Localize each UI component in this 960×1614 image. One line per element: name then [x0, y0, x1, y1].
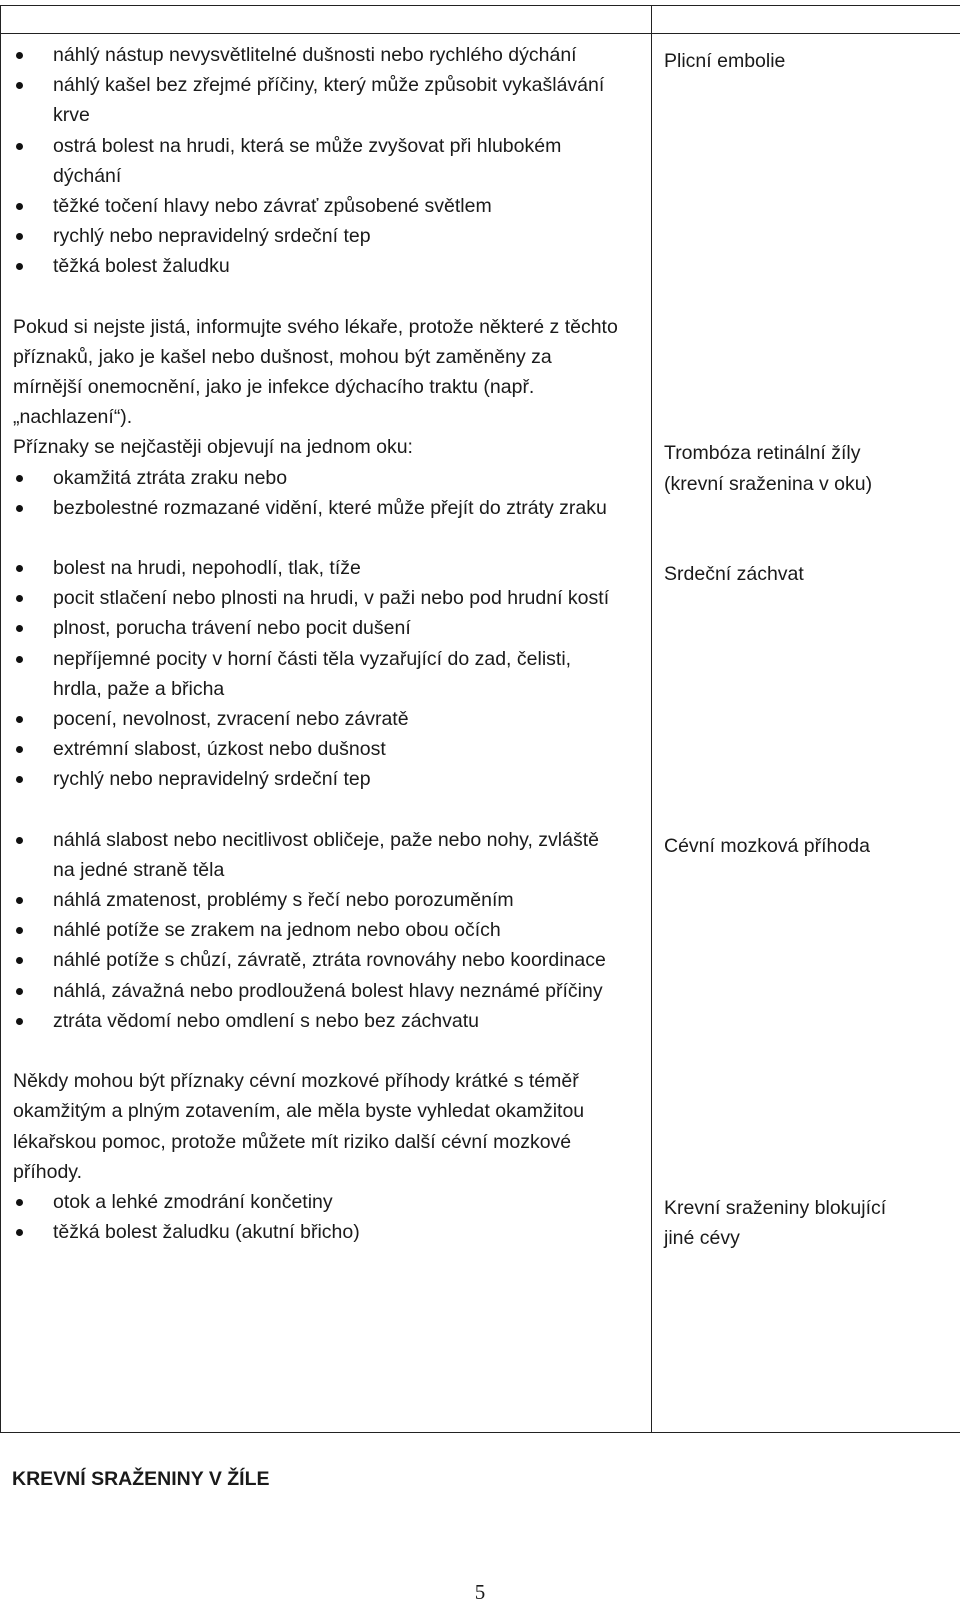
symptom-list-item: plnost, porucha trávení nebo pocit dušení: [13, 613, 651, 643]
symptom-list: [13, 1187, 651, 1247]
symptom-list-item: okamžitá ztráta zraku nebo: [13, 463, 651, 493]
symptom-list-item: pocit stlačení nebo plnosti na hrudi, v paži nebo pod hrudní kostí: [13, 583, 651, 613]
conditions-cell: [652, 34, 960, 1433]
symptom-list-item: náhlé potíže se zrakem na jednom nebo obou očích: [13, 915, 651, 945]
symptom-list-item: ztráta vědomí nebo omdlení s nebo bez záchvatu: [13, 1006, 651, 1036]
symptom-list-item: extrémní slabost, úzkost nebo dušnost: [13, 734, 651, 764]
symptom-list-item: rychlý nebo nepravidelný srdeční tep: [13, 764, 651, 794]
symptom-paragraph: Příznaky se nejčastěji objevují na jednom oku:: [13, 436, 413, 459]
symptoms-cell: [1, 34, 652, 1433]
condition-label: Cévní mozková příhoda: [664, 834, 870, 857]
symptom-list-item: bezbolestné rozmazané vidění, které může přejít do ztráty zraku: [13, 493, 651, 523]
symptom-list: [13, 553, 651, 795]
symptom-list-item: těžká bolest žaludku (akutní břicho): [13, 1217, 651, 1247]
symptom-list-item: náhlá zmatenost, problémy s řečí nebo porozuměním: [13, 885, 651, 915]
table-header-row: [1, 6, 960, 34]
section-heading: KREVNÍ SRAŽENINY V ŽÍLE: [12, 1468, 270, 1490]
spacer: [13, 523, 651, 553]
condition-label: Srdeční záchvat: [664, 563, 804, 586]
symptom-list-item: náhlé potíže s chůzí, závratě, ztráta rovnováhy nebo koordinace: [13, 945, 651, 975]
symptom-list-item: bolest na hrudi, nepohodlí, tlak, tíže: [13, 553, 651, 583]
symptom-list-item: ostrá bolest na hrudi, která se může zvyšovat při hlubokém dýchání: [13, 131, 651, 191]
symptom-list-item: těžká bolest žaludku: [13, 251, 651, 281]
symptom-list-item: těžké točení hlavy nebo závrať způsobené světlem: [13, 191, 651, 221]
symptom-list-item: pocení, nevolnost, zvracení nebo závratě: [13, 704, 651, 734]
condition-label: Trombóza retinální žíly (krevní sraženina v oku): [664, 442, 873, 495]
table-body-row: [1, 34, 960, 1433]
symptom-list-item: nepříjemné pocity v horní části těla vyzařující do zad, čelisti, hrdla, paže a břicha: [13, 644, 651, 704]
symptom-list: [13, 463, 651, 523]
symptom-list-item: náhlá slabost nebo necitlivost obličeje, paže nebo nohy, zvláště na jedné straně těla: [13, 825, 651, 885]
symptom-list-item: rychlý nebo nepravidelný srdeční tep: [13, 221, 651, 251]
symptom-list: [13, 40, 651, 282]
condition-label: Plicní embolie: [664, 50, 786, 72]
spacer: [13, 1036, 651, 1066]
symptom-list: [13, 825, 651, 1036]
condition-label: Krevní sraženiny blokující jiné cévy: [664, 1196, 887, 1250]
header-cell-right: [652, 6, 960, 34]
symptoms-content: [1, 34, 651, 1247]
symptom-paragraph: Někdy mohou být příznaky cévní mozkové příhody krátké s téměř okamžitým a plným zotavením, ale měla byste vyhledat okamžitou lékařskou pomoc, protože můžete mít riziko další cévní mozkové příhody.: [13, 1070, 585, 1183]
symptom-paragraph: Pokud si nejste jistá, informujte svého lékaře, protože některé z těchto příznaků, jako je kašel nebo dušnost, mohou být zaměněny za mírnější onemocnění, jako je infekce dýchacího traktu (např. „nachlazení“).: [13, 315, 618, 429]
page-number: 5: [474, 1580, 486, 1604]
symptom-list-item: otok a lehké zmodrání končetiny: [13, 1187, 651, 1217]
symptom-list-item: náhlá, závažná nebo prodloužená bolest hlavy neznámé příčiny: [13, 976, 651, 1006]
spacer: [13, 795, 651, 825]
symptoms-table: [0, 5, 960, 1433]
symptom-list-item: náhlý kašel bez zřejmé příčiny, který může způsobit vykašlávání krve: [13, 70, 651, 130]
spacer: [13, 282, 651, 312]
symptom-list-item: náhlý nástup nevysvětlitelné dušnosti nebo rychlého dýchání: [13, 40, 651, 70]
header-cell-left: [1, 6, 652, 34]
